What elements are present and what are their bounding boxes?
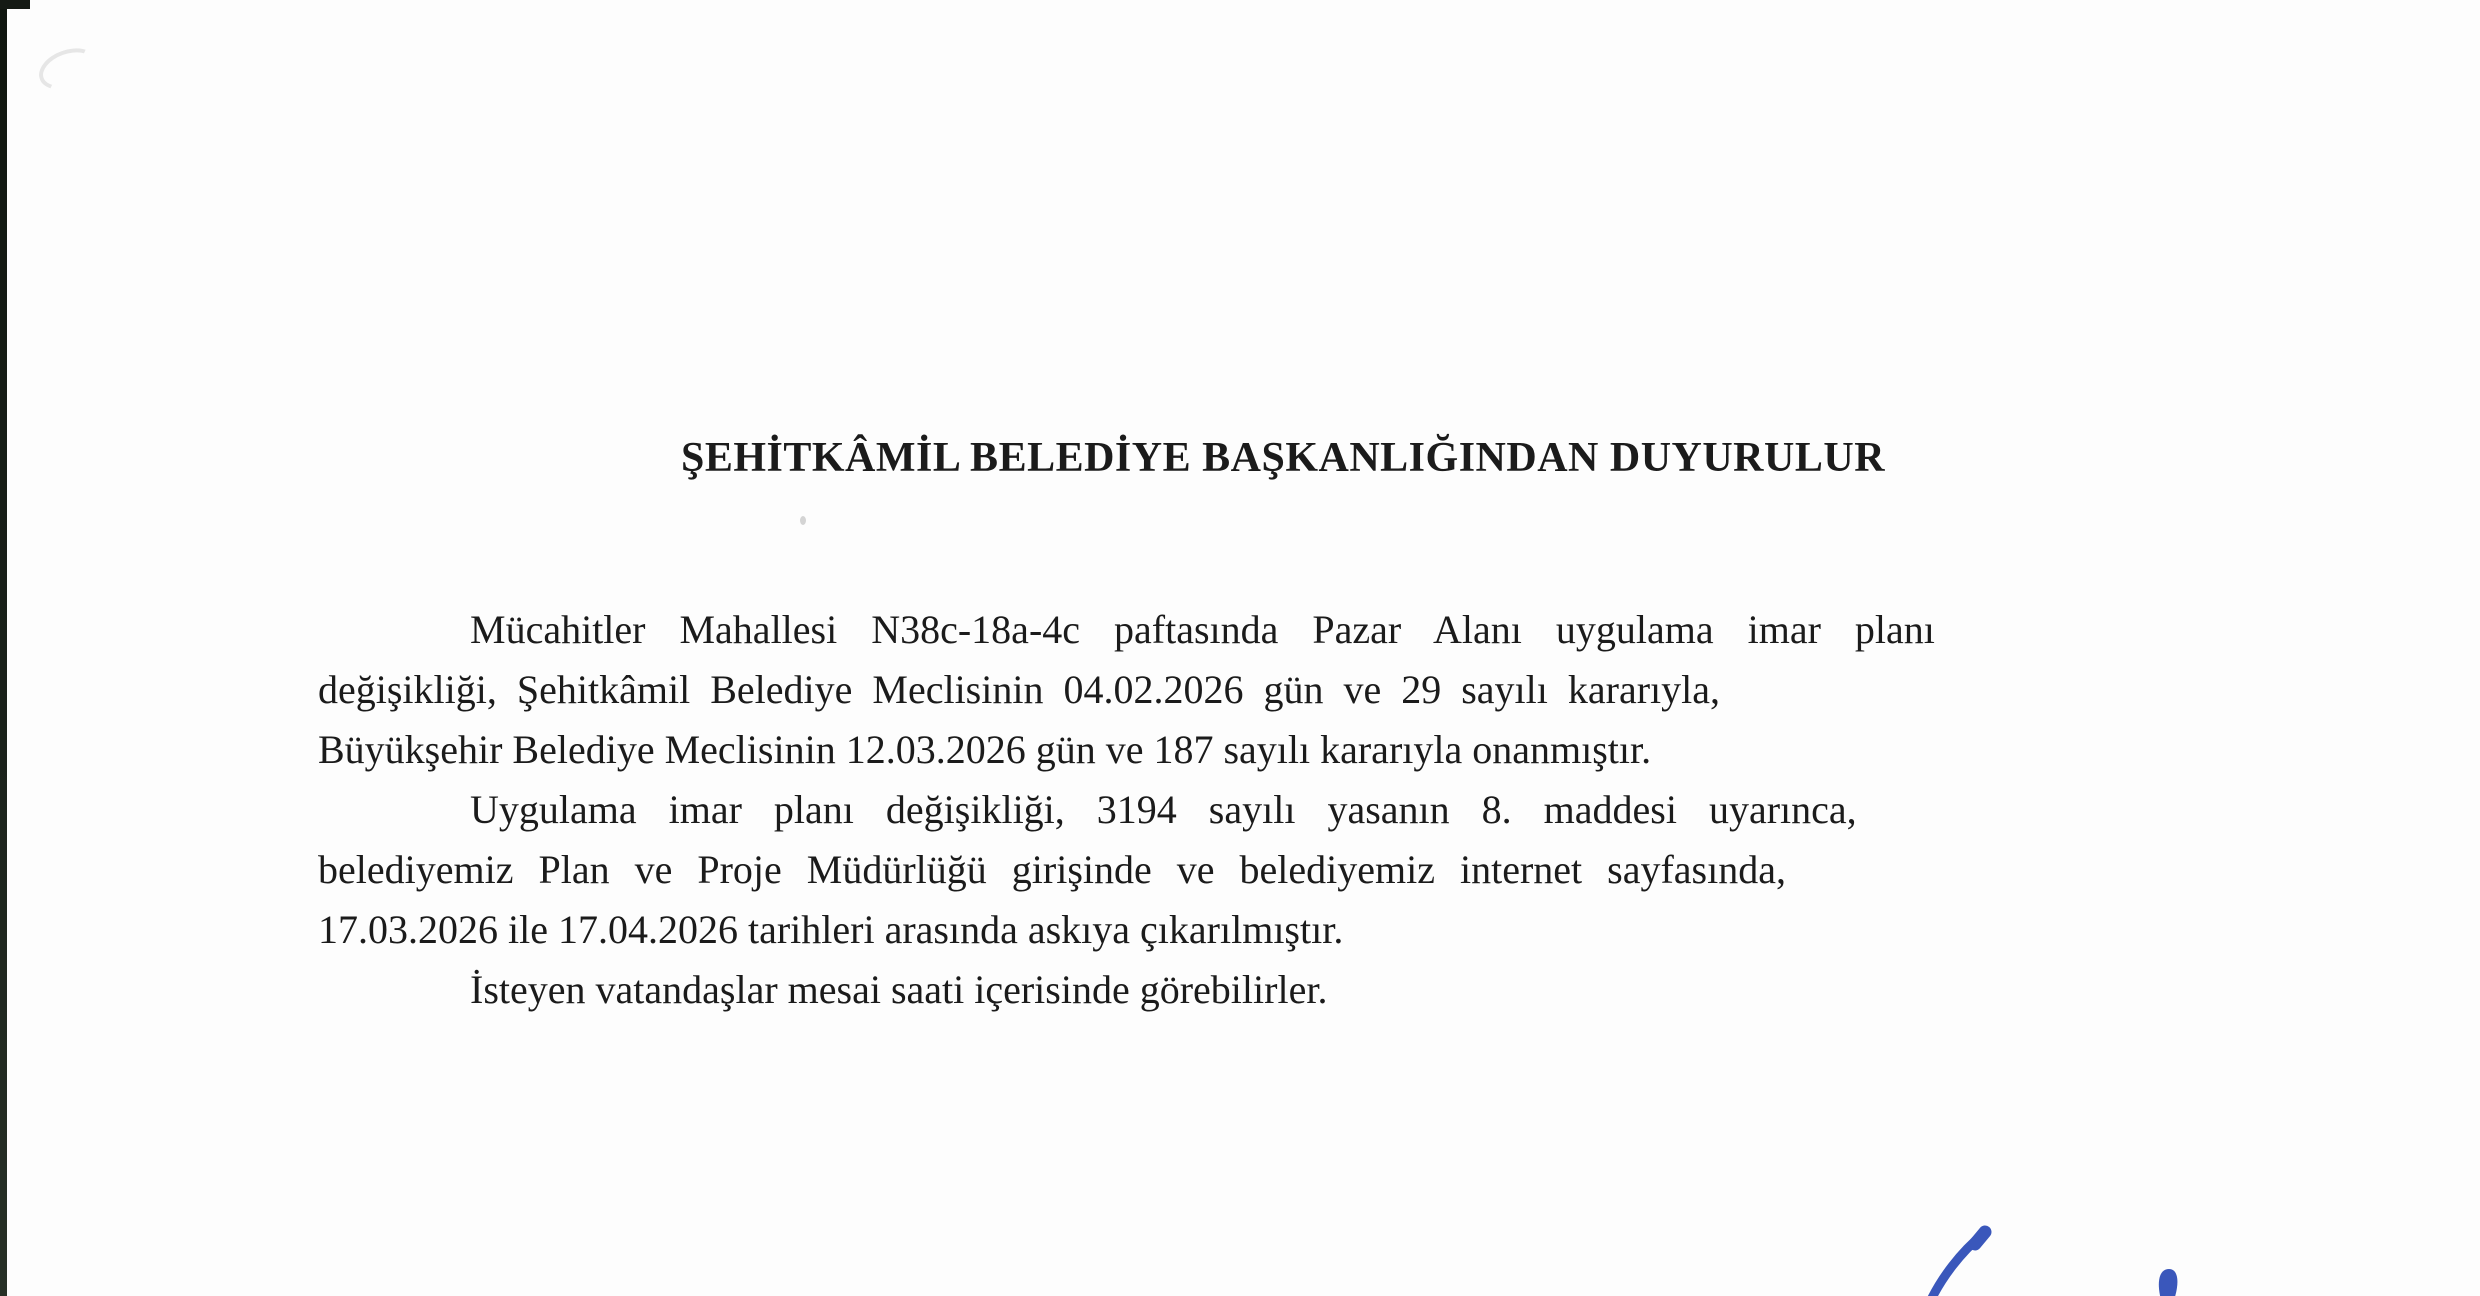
scan-smudge xyxy=(33,41,102,97)
body-line: değişikliği, Şehitkâmil Belediye Meclisinin 04.02.2026 gün ve 29 sayılı kararıyla, xyxy=(318,667,1721,712)
signature-ink-dot xyxy=(2159,1269,2178,1296)
scan-speck xyxy=(800,516,806,525)
handwritten-signature xyxy=(1895,1140,2215,1296)
body-line: İsteyen vatandaşlar mesai saati içerisinde görebilirler. xyxy=(470,967,1328,1012)
body-line: belediyemiz Plan ve Proje Müdürlüğü girişinde ve belediyemiz internet sayfasında, xyxy=(318,847,1786,892)
scan-edge-artifact xyxy=(0,0,7,1296)
document-title: ŞEHİTKÂMİL BELEDİYE BAŞKANLIĞINDAN DUYURULUR xyxy=(680,435,1886,481)
document-body xyxy=(318,600,2248,1020)
signature-pen-stroke-tip xyxy=(1975,1232,1985,1244)
scan-corner-artifact xyxy=(0,0,30,9)
body-line: Uygulama imar planı değişikliği, 3194 sayılı yasanın 8. maddesi uyarınca, xyxy=(470,787,1857,832)
body-line: Büyükşehir Belediye Meclisinin 12.03.2026 gün ve 187 sayılı kararıyla onanmıştır. xyxy=(318,727,1652,772)
body-line: 17.03.2026 ile 17.04.2026 tarihleri arasında askıya çıkarılmıştır. xyxy=(318,907,1344,952)
body-line: Mücahitler Mahallesi N38c-18a-4c paftasında Pazar Alanı uygulama imar planı xyxy=(470,607,1935,652)
